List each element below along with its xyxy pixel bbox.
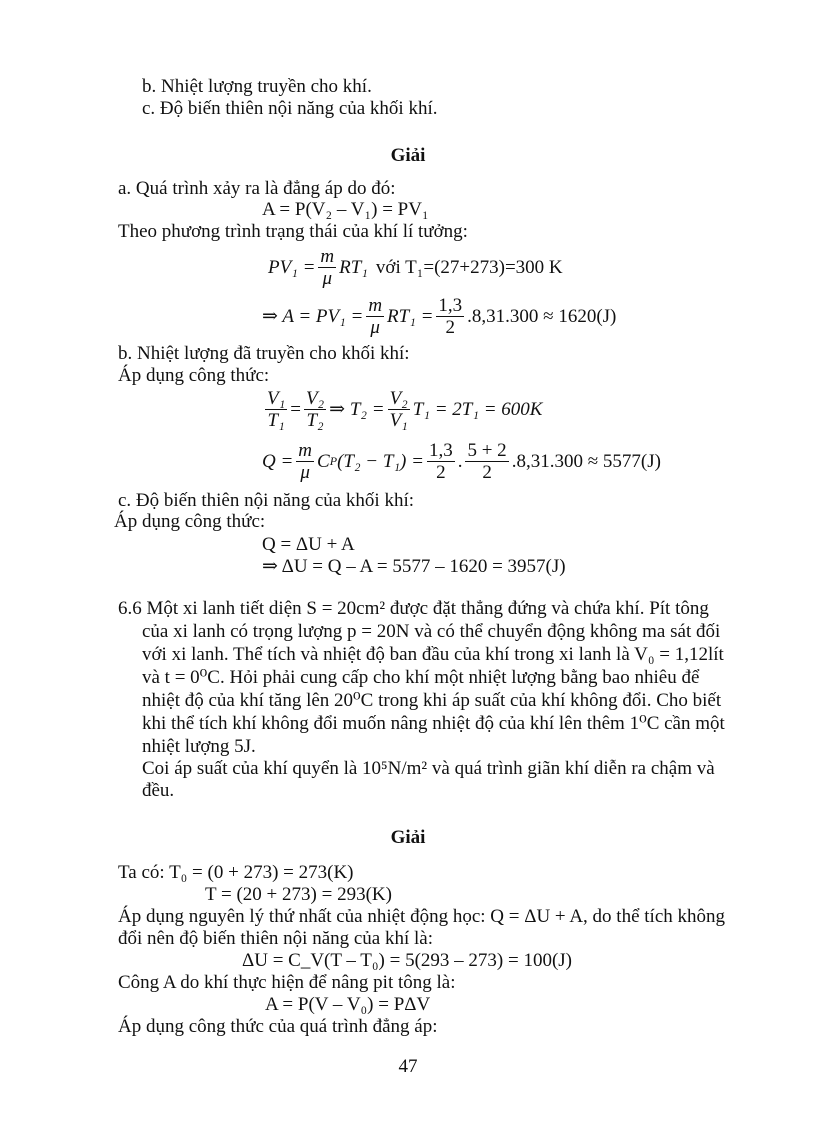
problem-line-3: với xi lanh. Thể tích và nhiệt độ ban đầu của khí trong xi lanh là V₀ = 1,12lít xyxy=(142,644,724,665)
part-c-intro: c. Độ biến thiên nội năng của khối khí: xyxy=(118,490,415,511)
equation-charles: $\frac{\text{V₁}}{\text{T₁}}$ = $\frac{\text{V₂}}{\text{T₂}}$ ⇒ T₂ = $\frac{\text{V₂}}{\text{V₁}}$ T₁ = 2T₁ = 600K xyxy=(267,388,543,431)
equation-work-a: ⇒ A = PV₁ = $\frac{m}{\mu}$ RT₁ = $\frac{1,3}{2}$ .8,31.300 ≈ 1620(J) xyxy=(262,295,617,338)
solution-law-1: Áp dụng nguyên lý thứ nhất của nhiệt động học: Q = ΔU + A, do thể tích không xyxy=(118,906,726,927)
list-item-c: c. Độ biến thiên nội năng của khối khí. xyxy=(142,98,438,119)
problem-line-7: nhiệt lượng 5J. xyxy=(142,736,256,757)
solution-t: T = (20 + 273) = 293(K) xyxy=(205,884,392,905)
solution-isobaric: Áp dụng công thức của quá trình đẳng áp: xyxy=(118,1016,438,1037)
list-item-b: b. Nhiệt lượng truyền cho khí. xyxy=(142,76,372,97)
problem-line-2: của xi lanh có trọng lượng p = 20N và có thể chuyển động không ma sát đối xyxy=(142,621,721,642)
solution-t0: Ta có: T₀ = (0 + 273) = 273(K) xyxy=(118,862,354,883)
problem-line-4: và t = 0⁰C. Hỏi phải cung cấp cho khí một nhiệt lượng bằng bao nhiêu để xyxy=(142,667,700,688)
part-b-intro: b. Nhiệt lượng đã truyền cho khối khí: xyxy=(118,343,410,364)
problem-line-9: đều. xyxy=(142,780,175,801)
part-b-apply: Áp dụng công thức: xyxy=(118,365,270,386)
part-a-formula: A = P(V₂ – V₁) = PV₁ xyxy=(262,199,429,220)
section-heading: Giải xyxy=(390,145,426,166)
equation-pv1: PV₁ = $\frac{m}{\mu}$ RT₁ với T₁=(27+273)=300 K xyxy=(268,246,563,289)
equation-heat-q: Q = $\frac{m}{\mu}$ C P (T₂ − T₁) = $\frac{1,3}{2}$ . 5 + 2 2 .8,31.300 ≈ 5577(J) xyxy=(262,440,661,483)
solution-a: A = P(V – V₀) = PΔV xyxy=(265,994,431,1015)
part-a-intro: a. Quá trình xảy ra là đẳng áp do đó: xyxy=(118,178,396,199)
problem-line-1: 6.6 Một xi lanh tiết diện S = 20cm² được đặt thẳng đứng và chứa khí. Pít tông xyxy=(118,598,709,619)
part-a-state: Theo phương trình trạng thái của khí lí tưởng: xyxy=(118,221,468,242)
problem-line-6: khi thể tích khí không đổi muốn nâng nhiệt độ của khí lên thêm 1⁰C cần một xyxy=(142,713,725,734)
section-heading-2: Giải xyxy=(390,827,426,848)
problem-line-8: Coi áp suất của khí quyển là 10⁵N/m² và quá trình giãn khí diễn ra chậm và xyxy=(142,758,715,779)
part-c-apply: Áp dụng công thức: xyxy=(114,511,266,532)
problem-line-5: nhiệt độ của khí tăng lên 20⁰C trong khi áp suất của khí không đổi. Cho biết xyxy=(142,690,722,711)
solution-delta-u: ΔU = C_V(T – T₀) = 5(293 – 273) = 100(J) xyxy=(242,950,572,971)
equation-delta-u: ⇒ ΔU = Q – A = 5577 – 1620 = 3957(J) xyxy=(262,556,566,577)
solution-work: Công A do khí thực hiện để nâng pit tông là: xyxy=(118,972,456,993)
page-number: 47 xyxy=(398,1056,418,1077)
equation-first-law: Q = ΔU + A xyxy=(262,534,355,555)
solution-law-2: đổi nên độ biến thiên nội năng của khí là: xyxy=(118,928,434,949)
